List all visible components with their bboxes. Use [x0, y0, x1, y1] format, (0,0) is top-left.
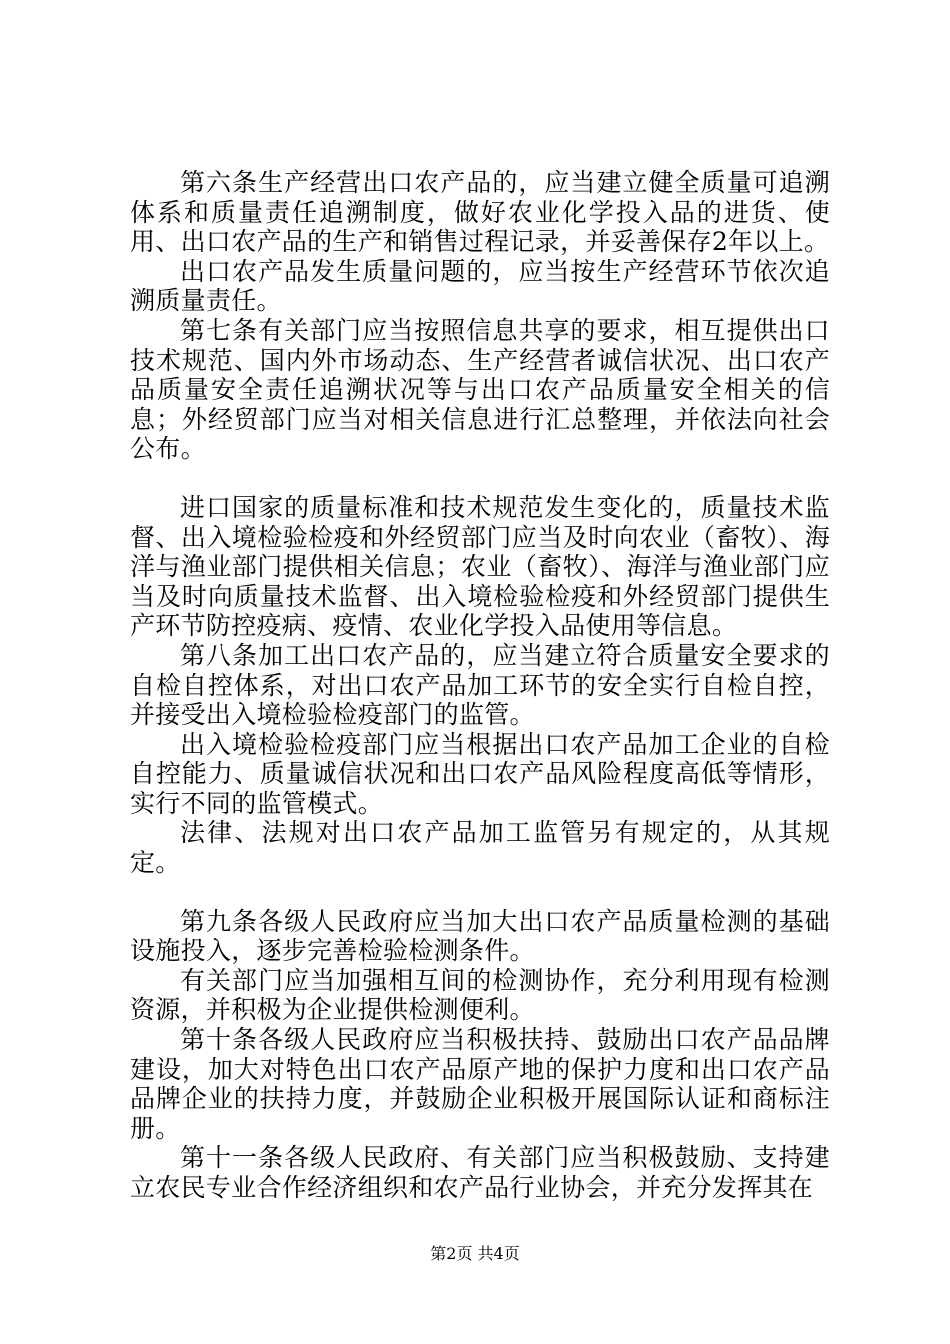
paragraph-article-6: 第六条生产经营出口农产品的，应当建立健全质量可追溯体系和质量责任追溯制度，做好农业化学投入品的进货、使用、出口农产品的生产和销售过程记录，并妥善保存2年以上。	[130, 168, 830, 257]
paragraph-article-9: 第九条各级人民政府应当加大出口农产品质量检测的基础设施投入，逐步完善检验检测条件。	[130, 906, 830, 966]
paragraph-article-8: 第八条加工出口农产品的，应当建立符合质量安全要求的自检自控体系，对出口农产品加工环节的安全实行自检自控，并接受出入境检验检疫部门的监管。	[130, 640, 830, 730]
paragraph-article-7: 第七条有关部门应当按照信息共享的要求，相互提供出口技术规范、国内外市场动态、生产经营者诚信状况、出口农产品质量安全责任追溯状况等与出口农产品质量安全相关的信息；外经贸部门应当对相关信息进行汇总整理，并依法向社会公布。	[130, 315, 830, 464]
paragraph-article-8-supervision: 出入境检验检疫部门应当根据出口农产品加工企业的自检自控能力、质量诚信状况和出口农产品风险程度高低等情形，实行不同的监管模式。	[130, 729, 830, 818]
paragraph-article-6-traceability: 出口农产品发生质量问题的，应当按生产经营环节依次追溯质量责任。	[130, 256, 830, 316]
paragraph-spacer	[130, 464, 830, 493]
paragraph-article-11: 第十一条各级人民政府、有关部门应当积极鼓励、支持建立农民专业合作经济组织和农产品行业协会，并充分发挥其在	[130, 1143, 830, 1202]
paragraph-spacer	[130, 878, 830, 907]
paragraph-article-10: 第十条各级人民政府应当积极扶持、鼓励出口农产品品牌建设，加大对特色出口农产品原产地的保护力度和出口农产品品牌企业的扶持力度，并鼓励企业积极开展国际认证和商标注册。	[130, 1025, 830, 1143]
document-body	[130, 168, 830, 1203]
paragraph-article-9-cooperation: 有关部门应当加强相互间的检测协作，充分利用现有检测资源，并积极为企业提供检测便利。	[130, 965, 830, 1025]
paragraph-article-7-import-standards: 进口国家的质量标准和技术规范发生变化的，质量技术监督、出入境检验检疫和外经贸部门应当及时向农业（畜牧）、海洋与渔业部门提供相关信息；农业（畜牧）、海洋与渔业部门应当及时向质量技术监督、出入境检验检疫和外经贸部门提供生产环节防控疫病、疫情、农业化学投入品使用等信息。	[130, 492, 830, 641]
paragraph-article-8-law: 法律、法规对出口农产品加工监管另有规定的，从其规定。	[130, 818, 830, 878]
page-number-footer: 第2页 共4页	[430, 1244, 520, 1263]
